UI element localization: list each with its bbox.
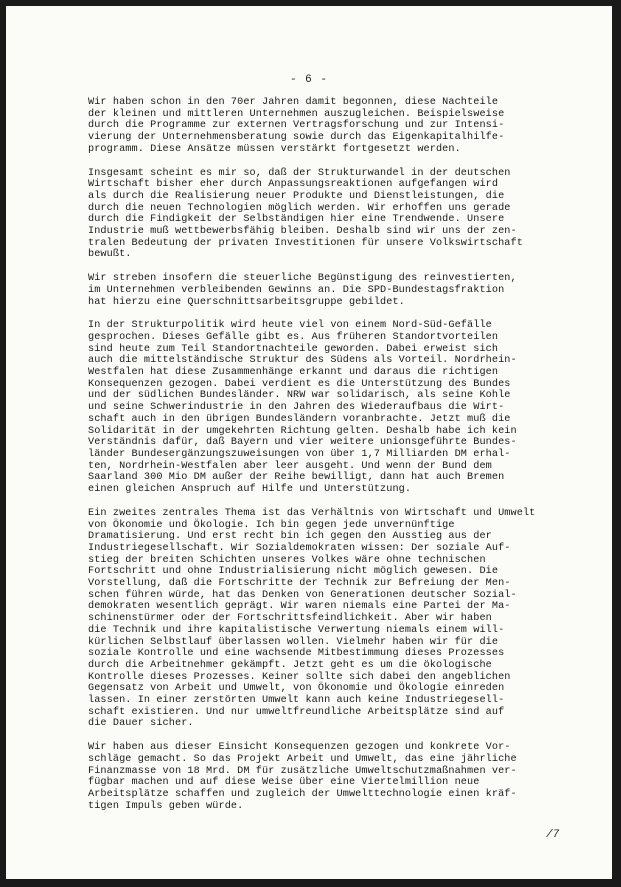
paragraph-4: In der Strukturpolitik wird heute viel von einem Nord-Süd-Gefälle gesprochen. Dieses Gefälle gibt es. Aus früheren Standortvorteilen sind heute zum Teil Standortnachteile geworden. Dabei erweist sich auch die mittelständische Struktur des Südens als Vorteil. Nordrhein- Westfalen hat diese Zusammenhänge erkannt und daraus die richtigen Konsequenzen gezogen. Dabei verdient es die Unterstützung des Bundes und der südlichen Bundesländer. NRW war solidarisch, als seine Kohle und seine Schwerindustrie in den Jahren des Wiederaufbaus die Wirt- schaft auch in den übrigen Bundesländern voranbrachte. Jetzt muß die Solidarität in der umgekehrten Richtung gelten. Deshalb habe ich kein Verständnis dafür, daß Bayern und vier weitere unionsgeführte Bundes- länder Bundesergänzungszuweisungen von über 1,7 Milliarden DM erhal- ten, Nordrhein-Westfalen aber leer ausgeht. Und wenn der Bund dem Saarland 300 Mio DM außer der Reihe bewilligt, dann hat auch Bremen einen gleichen Anspruch auf Hilfe und Unterstützung. — [88, 320, 517, 496]
paragraph-6: Wir haben aus dieser Einsicht Konsequenzen gezogen und konkrete Vor- schläge gemacht. So das Projekt Arbeit und Umwelt, das eine jährliche Finanzmasse von 18 Mrd. DM für zusätzliche Umweltschutzmaßnahmen ver- fügbar machen und auf diese Weise über eine Viertelmillion neue Arbeitsplätze schaffen und zugleich der Umwelttechnologie einen kräf- tigen Impuls geben würde. — [88, 742, 517, 812]
document-page — [6, 6, 612, 879]
paragraph-2: Insgesamt scheint es mir so, daß der Strukturwandel in der deutschen Wirtschaft bisher eher durch Anpassungsreaktionen aufgefangen wird als durch die Realisierung neuer Produkte und Dienstleistungen, die durch die neuen Technologien möglich werden. Wir erhoffen uns gerade durch die Findigkeit der Selbständigen hier eine Trendwende. Unsere Industrie muß wettbewerbsfähig bleiben. Deshalb sind wir uns der zen- tralen Bedeutung der privaten Investitionen für unsere Volkswirtschaft bewußt. — [88, 167, 523, 261]
page-number: - 6 - — [289, 74, 328, 86]
continuation-mark: /7 — [546, 829, 560, 841]
paragraph-1: Wir haben schon in den 70er Jahren damit begonnen, diese Nachteile der kleinen und mittleren Unternehmen auszugleichen. Beispielsweise durch die Programme zur externen Vertragsforschung und zur Intensi- vierung der Unternehmensberatung sowie durch das Eigenkapitalhilfe- programm. Diese Ansätze müssen verstärkt fortgesetzt werden. — [88, 97, 505, 155]
paragraph-5: Ein zweites zentrales Thema ist das Verhältnis von Wirtschaft und Umwelt von Ökonomie und Ökologie. Ich bin gegen jede unvernünftige Dramatisierung. Und erst recht bin ich gegen den Ausstieg aus der Industriegesellschaft. Wir Sozialdemokraten wissen: Der soziale Auf- stieg der breiten Schichten unseres Volkes wäre ohne technischen Fortschritt und ohne Industrialisierung nicht möglich gewesen. Die Vorstellung, daß die Fortschritte der Technik zur Befreiung der Men- schen führen würde, hat das Denken von Generationen deutscher Sozial- demokraten wesentlich geprägt. Wir waren niemals eine Partei der Ma- schinenstürmer oder der Fortschrittsfeindlichkeit. Aber wir haben die Technik und ihre kapitalistische Verwertung niemals einem will- kürlichen Selbstlauf überlassen wollen. Vielmehr haben wir für die soziale Kontrolle und eine wachsende Mitbestimmung dieses Prozesses durch die Arbeitnehmer gekämpft. Jetzt geht es um die ökologische Kontrolle dieses Prozesses. Keiner sollte sich dabei den angeblichen Gegensatz von Arbeit und Umwelt, von Ökonomie und Ökologie einreden lassen. In einer zerstörten Umwelt kann auch keine Industriegesell- schaft existieren. Und nur umweltfreundliche Arbeitsplätze sind auf die Dauer sicher. — [88, 507, 536, 730]
paragraph-3: Wir streben insofern die steuerliche Begünstigung des reinvestierten, im Unternehmen verbleibenden Gewinns an. Die SPD-Bundestagsfraktion hat hierzu eine Querschnittsarbeitsgruppe gebildet. — [88, 273, 517, 308]
body-text — [88, 97, 578, 812]
